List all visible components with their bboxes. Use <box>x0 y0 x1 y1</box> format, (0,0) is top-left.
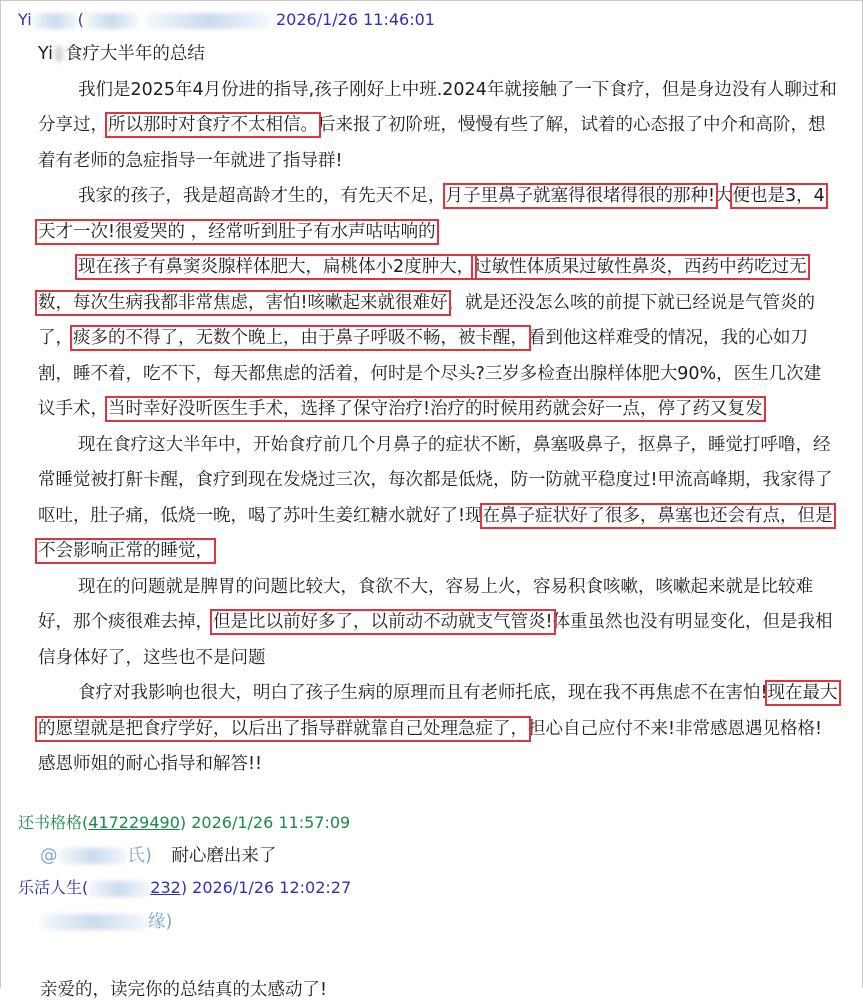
post-title <box>38 37 838 73</box>
paragraph-text: 现在食疗这大半年中，开始食疗前几个月鼻子的症状不断，鼻塞吸鼻子，抠鼻子，睡觉打呼噜，经常睡觉被打鼾卡醒，食疗到现在发烧过三次，每次都是低烧，防一防就平稳度过!甲流高峰期，我家得了呕吐，肚子痛，低烧一晚，喝了苏叶生姜红糖水就好了!现 <box>38 434 833 526</box>
sender-name[interactable]: Yi <box>18 10 32 29</box>
highlighted-text: 在鼻子症状好了很多，鼻塞也还会有点，但是不会影响正常的睡觉， <box>38 505 833 561</box>
cutoff-message-text: 亲爱的，读完你的总结真的太感动了! <box>40 980 328 1000</box>
sender-uid[interactable]: 232 <box>150 878 181 897</box>
highlighted-text: 痰多的不得了，无数个晚上，由于鼻子呼吸不畅，被卡醒， <box>73 328 528 348</box>
message-header-3: 乐活人生( 232) 2026/1/26 12:02:27 <box>18 878 352 897</box>
paragraph-text: ，就是还没怎么咳的前提下就已经说是气管炎的了， <box>38 292 816 348</box>
paragraph-1 <box>38 73 838 180</box>
sender-name[interactable]: 乐活人生 <box>18 878 83 897</box>
paragraph-text: 大 <box>715 186 733 206</box>
message-timestamp: 2026/1/26 12:02:27 <box>192 878 352 897</box>
paragraph-text: 现在的问题就是脾胃的问题比较大，食欲不大，容易上火，容易积食咳嗽，咳嗽起来就是比较难好，那个痰很难去掉， <box>38 576 813 632</box>
paragraph-text: 看到他这样难受的情况，我的心如刀割，睡不着，吃不下，每天都焦虑的活着，何时是个尽头?三岁多检查出腺样体肥大90%，医生几次建议手术， <box>38 328 822 419</box>
title-prefix: Yi <box>38 44 53 64</box>
sender-name[interactable]: 还书格格 <box>18 813 83 832</box>
highlighted-text: 但是比以前好多了，以前动不动就支气管炎! <box>213 612 553 632</box>
reply-text: 耐心磨出来了 <box>171 846 277 866</box>
mention-suffix: 氏) <box>127 846 152 866</box>
highlighted-text: 月子里鼻子就塞得很堵得很的那种! <box>445 186 716 206</box>
highlighted-text: 所以那时对食疗不太相信。 <box>108 115 318 135</box>
highlighted-text: 现在最大的愿望就是把食疗学好，以后出了指导群就靠自己处理急症了， <box>38 683 838 739</box>
paragraph-text: 食疗对我影响也很大，明白了孩子生病的原理而且有老师托底，现在我不再焦虑不在害怕! <box>78 683 768 703</box>
redacted-title-blur <box>53 46 65 62</box>
title-text: 食疗大半年的总结 <box>64 44 205 64</box>
paragraph-text: 后来报了初阶班，慢慢有些了解，试着的心态报了中介和高阶，想着有老师的急症指导一年就进了指导群! <box>38 115 826 171</box>
paragraph-2 <box>38 179 838 250</box>
paragraph-3 <box>38 250 838 428</box>
message-body-2 <box>40 842 276 870</box>
highlighted-text: 当时幸好没听医生手术，选择了保守治疗!治疗的时候用药就会好一点，停了药又复发 <box>108 399 763 419</box>
highlighted-text: 过敏性体质果过敏性鼻炎，西药中药吃过无数，每次生病我都非常焦虑，害怕!咳嗽起来就很难好 <box>38 257 807 313</box>
highlighted-text: 便也是3，4天才一次!很爱哭的 ，经常听到肚子有水声咕咕响的 <box>38 186 825 242</box>
message-header-1 <box>18 9 435 31</box>
redacted-uid-blur <box>88 881 150 897</box>
sender-paren: ( <box>77 10 84 29</box>
message-header-2: 还书格格(417229490) 2026/1/26 11:57:09 <box>18 813 351 832</box>
redacted-mention-blur <box>40 914 148 930</box>
redacted-name-blur <box>32 13 78 29</box>
paragraph-6 <box>38 676 838 783</box>
mention-suffix: 缘) <box>148 912 173 932</box>
mention-at: @ <box>40 846 58 866</box>
mention-link[interactable] <box>40 846 152 866</box>
message-body-3 <box>40 908 172 936</box>
redacted-mention-blur <box>58 848 128 864</box>
paragraph-text: 我家的孩子，我是超高龄才生的，有先天不足， <box>78 186 446 206</box>
paragraph-5 <box>38 570 838 677</box>
highlighted-text: 现在孩子有鼻窦炎腺样体肥大，扁桃体小2度肿大， <box>78 257 475 277</box>
paragraph-4 <box>38 428 838 570</box>
message-timestamp: 2026/1/26 11:57:09 <box>191 813 351 832</box>
message-body-1 <box>38 37 838 783</box>
paragraph-text: 担心自己应付不来!非常感恩遇见格格!感恩师姐的耐心指导和解答!! <box>38 718 823 774</box>
mention-link[interactable] <box>40 912 172 932</box>
paragraph-text: 体重虽然也没有明显变化，但是我相信身体好了，这些也不是问题 <box>38 612 833 668</box>
redacted-name-blur <box>84 13 138 29</box>
message-timestamp: 2026/1/26 11:46:01 <box>276 10 435 29</box>
redacted-uid-blur <box>146 13 271 29</box>
paragraph-text: 我们是2025年4月份进的指导,孩子刚好上中班.2024年就接触了一下食疗，但是身边没有人聊过和分享过， <box>38 79 837 135</box>
sender-uid[interactable]: 417229490 <box>88 813 180 832</box>
